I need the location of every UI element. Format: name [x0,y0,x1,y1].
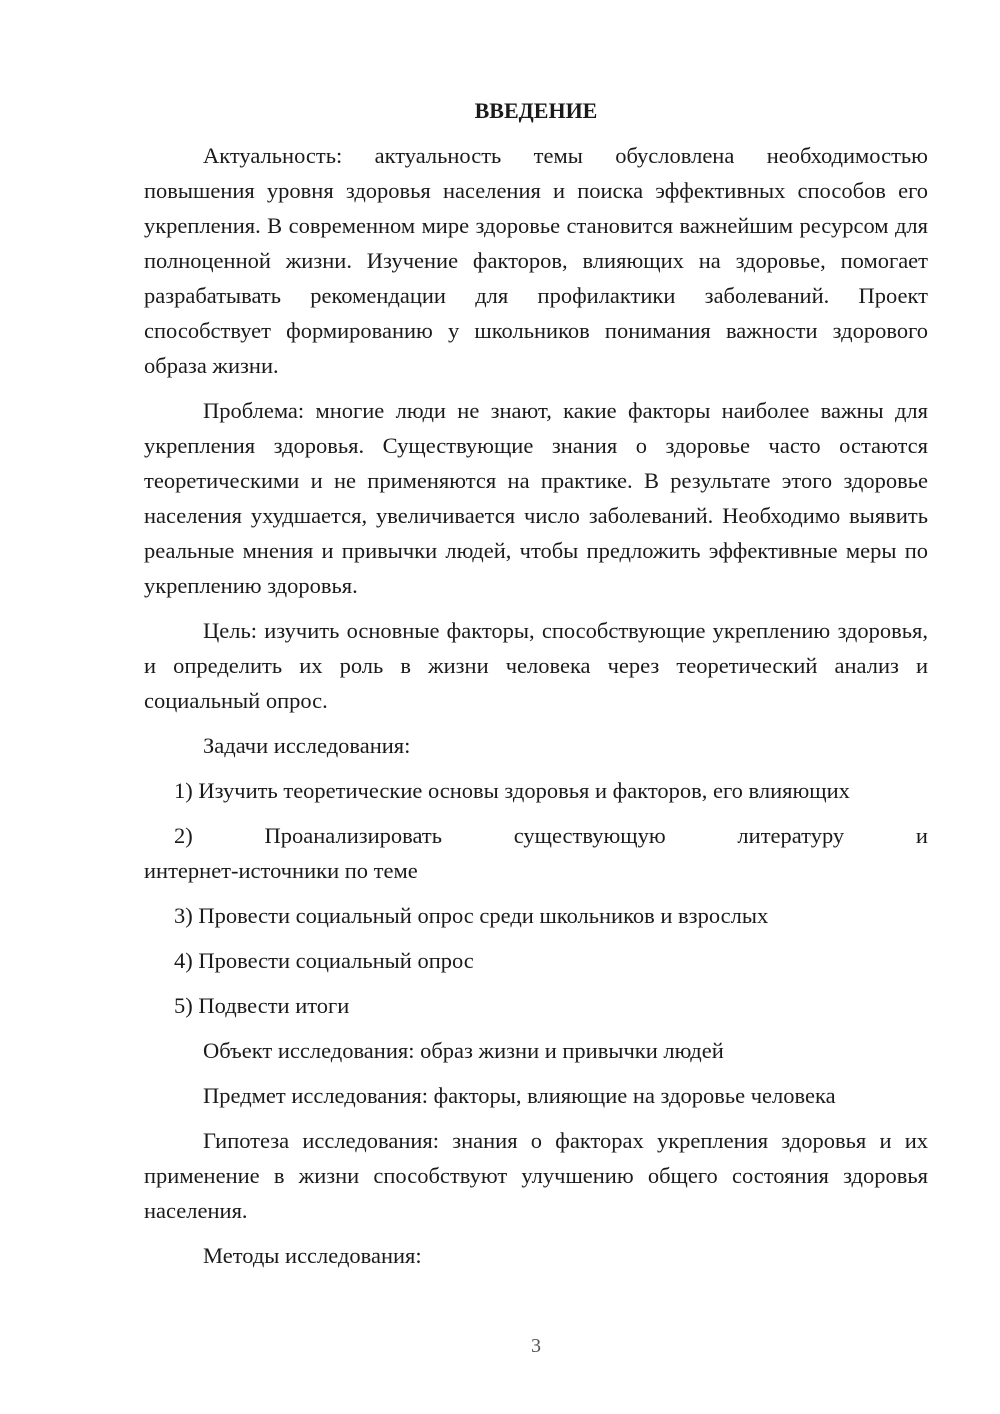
task-item-2-word: литературу [737,823,845,848]
task-item-2-continuation: интернет-источники по теме [144,858,418,883]
paragraph-object: Объект исследования: образ жизни и привычки людей [203,1038,724,1063]
page-title: ВВЕДЕНИЕ [474,98,598,123]
paragraph-hypothesis: Гипотеза исследования: знания о факторах укрепления здоровья и их применение в жизни способствуют улучшению общего состояния здоровья населения. [144,1128,928,1223]
task-item-2-word: существующую [513,823,666,848]
task-item-2-word: Проанализировать [264,823,442,848]
page-number: 3 [531,1335,541,1357]
task-item-3: 3) Провести социальный опрос среди школьников и взрослых [174,903,769,928]
task-item-2-first-line [144,818,928,853]
paragraph-problem: Проблема: многие люди не знают, какие факторы наиболее важны для укрепления здоровья. Существующие знания о здоровье часто остаются теоретическими и не применяются на практике. В результате этого здоровье населения ухудшается, увеличивается число заболеваний. Необходимо выявить реальные мнения и привычки людей, чтобы предложить эффективные меры по укреплению здоровья. [144,398,928,598]
task-item-1: 1) Изучить теоретические основы здоровья и факторов, его влияющих [174,778,850,803]
task-item-2 [144,818,928,888]
methods-heading: Методы исследования: [203,1243,422,1268]
task-item-4: 4) Провести социальный опрос [174,948,474,973]
task-item-2-word: 2) [174,823,193,848]
document-page [144,96,928,1273]
task-item-2-word: и [915,823,928,848]
tasks-heading: Задачи исследования: [203,733,411,758]
task-item-5: 5) Подвести итоги [174,993,350,1018]
paragraph-relevance: Актуальность: актуальность темы обусловлена необходимостью повышения уровня здоровья населения и поиска эффективных способов его укрепления. В современном мире здоровье становится важнейшим ресурсом для полноценной жизни. Изучение факторов, влияющих на здоровье, помогает разрабатывать рекомендации для профилактики заболеваний. Проект способствует формированию у школьников понимания важности здорового образа жизни. [144,143,928,378]
paragraph-subject: Предмет исследования: факторы, влияющие на здоровье человека [203,1083,836,1108]
paragraph-goal: Цель: изучить основные факторы, способствующие укреплению здоровья, и определить их роль в жизни человека через теоретический анализ и социальный опрос. [144,618,928,713]
